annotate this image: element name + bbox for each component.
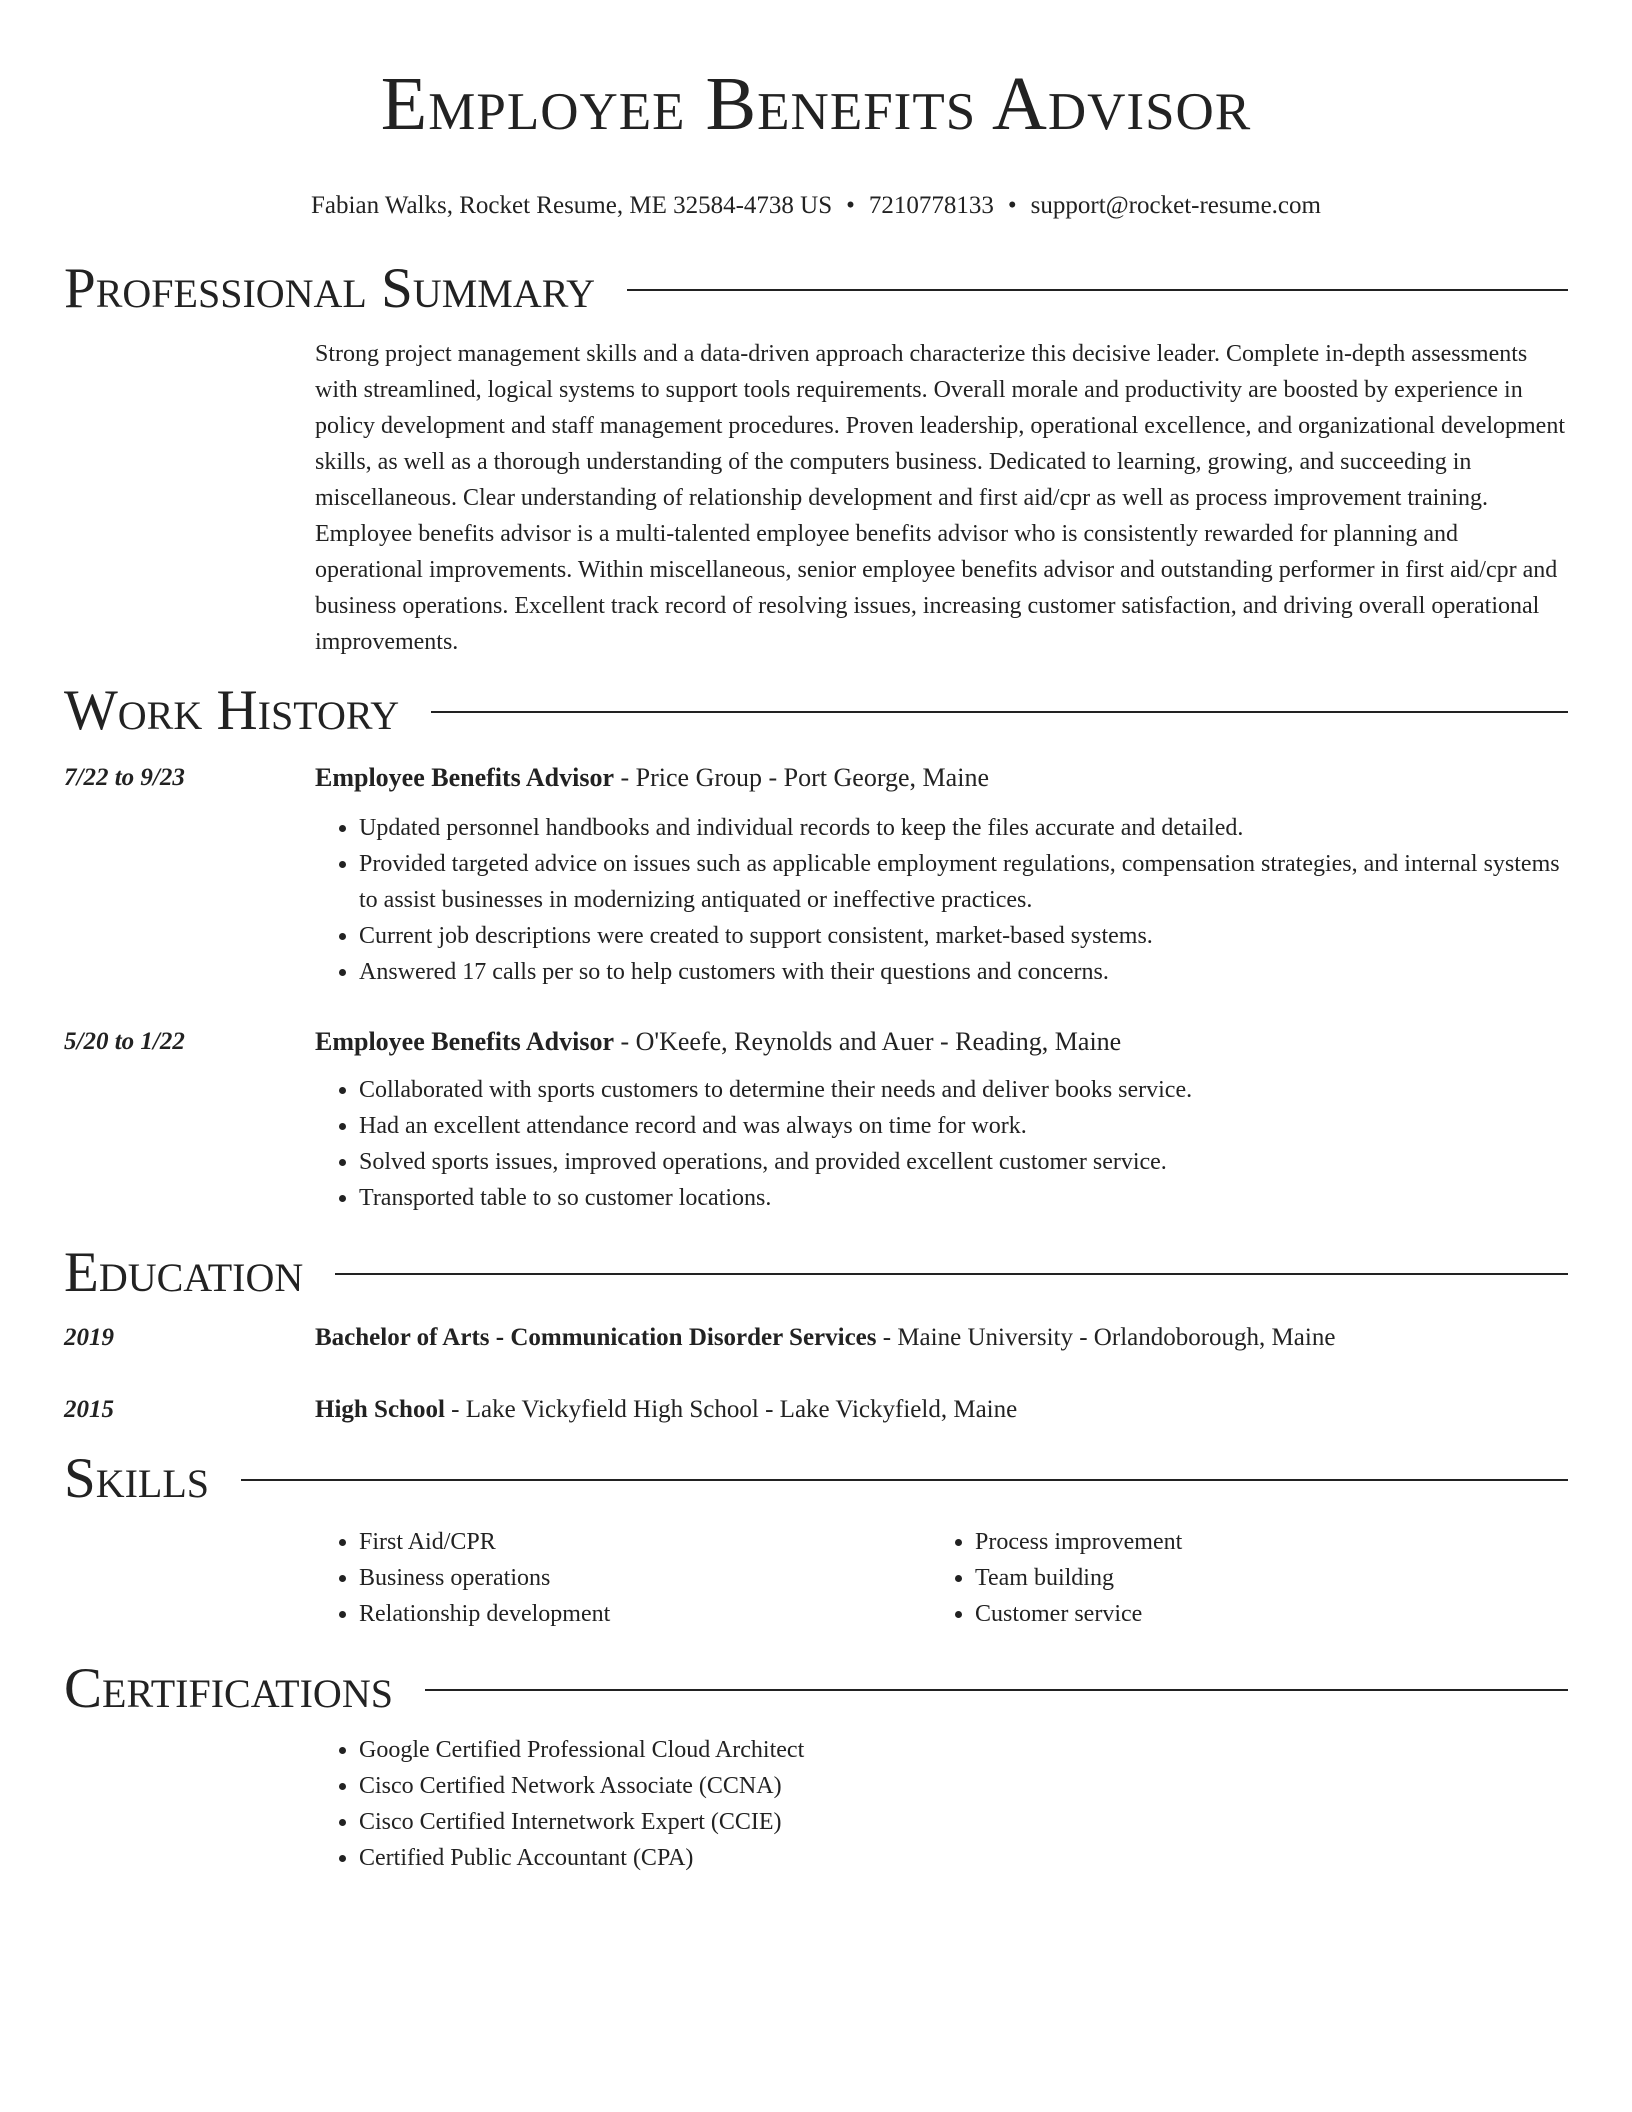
summary-heading: Professional Summary	[64, 257, 596, 320]
education-degree: High School	[315, 1396, 445, 1423]
certifications-heading: Certifications	[64, 1657, 393, 1720]
job-dates: 7/22 to 9/23	[64, 764, 185, 791]
section-divider	[241, 1479, 1568, 1481]
skills-columns	[315, 1524, 1568, 1632]
contact-address: Fabian Walks, Rocket Resume, ME 32584-4738 US	[311, 192, 833, 219]
summary-spacer	[64, 336, 315, 660]
summary-text: Strong project management skills and a data-driven approach characterize this decisive leader. Complete in-depth assessments with streamlined, logical systems to support tools requirements. Overall morale and productivity are boosted by experience in policy development and staff management procedures. Proven leadership, operational excellence, and organizational development skills, as well as a thorough understanding of the computers business. Dedicated to learning, growing, and succeeding in miscellaneous. Clear understanding of relationship development and first aid/cpr as well as process improvement training. Employee benefits advisor is a multi-talented employee benefits advisor who is consistently rewarded for planning and operational improvements. Within miscellaneous, senior employee benefits advisor and outstanding performer in first aid/cpr and business operations. Excellent track record of resolving issues, increasing customer satisfaction, and driving overall operational improvements.	[315, 341, 1565, 655]
summary-section-header	[64, 256, 1568, 322]
job-heading	[315, 760, 1568, 796]
job-bullets	[315, 1072, 1568, 1216]
contact-line	[64, 190, 1568, 222]
job-bullets	[315, 810, 1568, 990]
education-degree: Bachelor of Arts - Communication Disorder Services	[315, 1324, 877, 1351]
work-history-section-header	[64, 678, 1568, 744]
job-dates: 5/20 to 1/22	[64, 1028, 185, 1055]
education-entry	[64, 1392, 1568, 1428]
certifications-row	[64, 1732, 1568, 1876]
contact-phone: 7210778133	[868, 192, 994, 219]
certifications-spacer	[64, 1732, 315, 1876]
certification-item: • Cisco Certified Network Associate (CCNA)	[359, 1768, 1568, 1804]
job-bullet: • Updated personnel handbooks and individual records to keep the files accurate and detailed.	[359, 810, 1568, 846]
job-heading	[315, 1024, 1568, 1060]
education-year: 2019	[64, 1324, 114, 1351]
education-entry	[64, 1320, 1568, 1356]
skill-item: • Business operations	[359, 1560, 931, 1596]
skill-item: • Process improvement	[975, 1524, 1547, 1560]
job-bullet: • Current job descriptions were created to support consistent, market-based systems.	[359, 918, 1568, 954]
job-title: Employee Benefits Advisor	[315, 763, 614, 792]
job-bullet: • Had an excellent attendance record and was always on time for work.	[359, 1108, 1568, 1144]
skill-item: • Team building	[975, 1560, 1547, 1596]
education-school: - Maine University - Orlandoborough, Maine	[876, 1324, 1336, 1351]
skills-list-right	[931, 1524, 1547, 1632]
contact-email[interactable]: support@rocket-resume.com	[1030, 192, 1321, 219]
certification-item: • Google Certified Professional Cloud Architect	[359, 1732, 1568, 1768]
job-employer: - O'Keefe, Reynolds and Auer - Reading, Maine	[614, 1027, 1122, 1056]
job-bullet: • Transported table to so customer locations.	[359, 1180, 1568, 1216]
certifications-section-header	[64, 1656, 1568, 1722]
education-school: - Lake Vickyfield High School - Lake Vickyfield, Maine	[444, 1396, 1018, 1423]
job-entry	[64, 1024, 1568, 1216]
job-bullet: • Solved sports issues, improved operations, and provided excellent customer service.	[359, 1144, 1568, 1180]
certification-item: • Certified Public Accountant (CPA)	[359, 1840, 1568, 1876]
section-divider	[627, 289, 1568, 291]
job-entry	[64, 760, 1568, 990]
education-line	[315, 1392, 1568, 1428]
skill-item: • Relationship development	[359, 1596, 931, 1632]
skills-heading: Skills	[64, 1447, 210, 1510]
job-bullet: • Answered 17 calls per so to help customers with their questions and concerns.	[359, 954, 1568, 990]
education-year: 2015	[64, 1396, 114, 1423]
job-bullet: • Collaborated with sports customers to determine their needs and deliver books service.	[359, 1072, 1568, 1108]
contact-separator: •	[1007, 192, 1017, 219]
job-bullet: • Provided targeted advice on issues such as applicable employment regulations, compensation strategies, and internal systems to assist businesses in modernizing antiquated or ineffective practices.	[359, 846, 1568, 918]
contact-separator: •	[846, 192, 855, 219]
work-history-heading: Work History	[64, 679, 400, 742]
skills-row	[64, 1524, 1568, 1632]
skills-spacer	[64, 1524, 315, 1632]
skill-item: • First Aid/CPR	[359, 1524, 931, 1560]
job-employer: - Price Group - Port George, Maine	[614, 763, 989, 792]
summary-row	[64, 336, 1568, 660]
skill-item: • Customer service	[975, 1596, 1547, 1632]
section-divider	[335, 1273, 1568, 1275]
resume-title: Employee Benefits Advisor	[380, 62, 1252, 146]
section-divider	[425, 1689, 1568, 1691]
section-divider	[431, 711, 1568, 713]
skills-list-left	[315, 1524, 931, 1632]
job-title: Employee Benefits Advisor	[315, 1027, 614, 1056]
skills-section-header	[64, 1446, 1568, 1512]
certification-item: • Cisco Certified Internetwork Expert (CCIE)	[359, 1804, 1568, 1840]
education-heading: Education	[64, 1241, 304, 1304]
certifications-list	[315, 1732, 1568, 1876]
resume-page	[64, 0, 1568, 1876]
education-line	[315, 1320, 1568, 1356]
education-section-header	[64, 1240, 1568, 1306]
